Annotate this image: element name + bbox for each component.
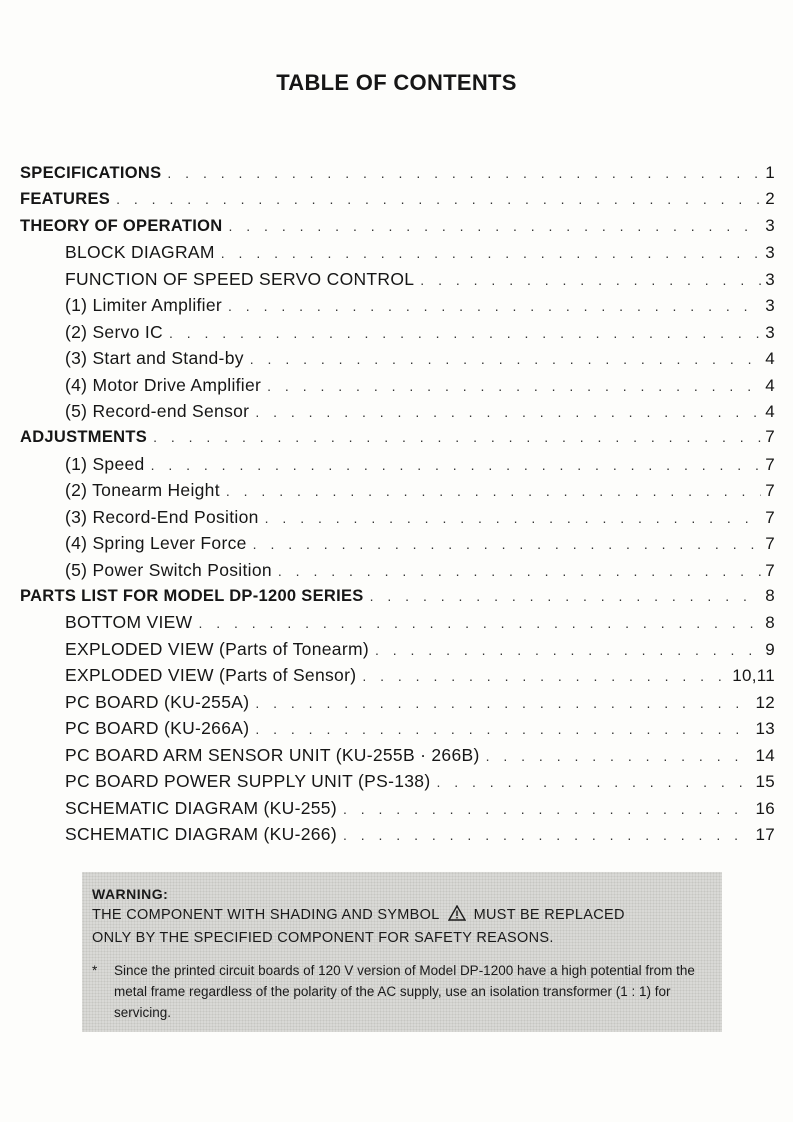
- toc-entry-page: 7: [765, 560, 775, 580]
- dot-leader: [265, 510, 762, 526]
- toc-entry[interactable]: [20, 348, 775, 374]
- note-text: Since the printed circuit boards of 120 V version of Model DP-1200 have a high potential from the metal frame regardless of the polarity of the AC supply, use an isolation transformer (1 : 1) for servicing.: [114, 963, 695, 1020]
- toc-entry-page: 4: [765, 401, 775, 421]
- toc-entry-label: EXPLODED VIEW (Parts of Tonearm): [65, 638, 369, 659]
- dot-leader: [420, 272, 761, 288]
- warning-line-1-end: MUST BE REPLACED: [473, 907, 625, 923]
- toc-entry-label: THEORY OF OPERATION: [20, 216, 223, 235]
- warning-triangle-icon: [448, 905, 466, 928]
- toc-entry-page: 3: [765, 322, 775, 342]
- table-of-contents: [20, 163, 775, 850]
- toc-entry[interactable]: [20, 507, 775, 533]
- toc-entry[interactable]: [20, 189, 775, 215]
- toc-entry-label: PC BOARD POWER SUPPLY UNIT (PS-138): [65, 771, 431, 792]
- dot-leader: [169, 325, 761, 341]
- toc-entry-page: 10,11: [732, 666, 775, 686]
- toc-entry[interactable]: [20, 639, 775, 665]
- toc-entry-label: ADJUSTMENTS: [20, 428, 148, 447]
- toc-entry-page: 7: [765, 454, 775, 474]
- dot-leader: [116, 191, 761, 207]
- toc-entry-page: 2: [765, 189, 775, 209]
- toc-entry[interactable]: [20, 454, 775, 480]
- dot-leader: [267, 378, 761, 394]
- toc-entry[interactable]: [20, 560, 775, 586]
- toc-entry-label: BLOCK DIAGRAM: [65, 242, 215, 263]
- dot-leader: [362, 668, 728, 684]
- toc-entry[interactable]: [20, 798, 775, 824]
- toc-entry-page: 3: [765, 243, 775, 263]
- dot-leader: [228, 298, 761, 314]
- toc-entry[interactable]: [20, 771, 775, 797]
- toc-entry-page: 3: [765, 269, 775, 289]
- dot-leader: [436, 774, 751, 790]
- toc-entry-label: SCHEMATIC DIAGRAM (KU-255): [65, 797, 337, 818]
- dot-leader: [253, 536, 762, 552]
- toc-entry-page: 9: [765, 639, 775, 659]
- toc-entry-page: 3: [765, 296, 775, 316]
- warning-line-2: ONLY BY THE SPECIFIED COMPONENT FOR SAFETY REASONS.: [92, 930, 554, 946]
- toc-entry-page: 14: [755, 745, 775, 765]
- dot-leader: [229, 218, 762, 234]
- toc-entry[interactable]: [20, 401, 775, 427]
- toc-entry-page: 17: [755, 824, 775, 844]
- dot-leader: [226, 483, 761, 499]
- dot-leader: [370, 588, 762, 604]
- toc-entry-label: (2) Tonearm Height: [65, 480, 220, 501]
- toc-entry-label: FEATURES: [20, 190, 111, 209]
- dot-leader: [375, 642, 761, 658]
- dot-leader: [153, 429, 761, 445]
- dot-leader: [343, 801, 752, 817]
- toc-entry-label: SPECIFICATIONS: [20, 164, 162, 182]
- toc-entry-page: 13: [755, 719, 775, 739]
- toc-entry-label: PC BOARD (KU-266A): [65, 718, 250, 739]
- dot-leader: [198, 615, 761, 631]
- toc-entry[interactable]: [20, 692, 775, 718]
- dot-leader: [343, 827, 752, 843]
- toc-entry[interactable]: [20, 665, 775, 691]
- warning-heading: WARNING:: [92, 886, 169, 902]
- toc-entry-page: 8: [765, 586, 775, 605]
- toc-entry-label: PC BOARD (KU-255A): [65, 691, 250, 712]
- toc-entry-page: 16: [755, 798, 775, 818]
- toc-entry-page: 1: [765, 163, 775, 182]
- toc-entry-label: PC BOARD ARM SENSOR UNIT (KU-255B · 266B): [65, 744, 480, 765]
- dot-leader: [167, 165, 761, 181]
- toc-entry-label: (5) Power Switch Position: [65, 559, 272, 580]
- toc-entry-page: 4: [765, 375, 775, 395]
- toc-entry-label: (3) Record-End Position: [65, 506, 259, 527]
- toc-entry-label: PARTS LIST FOR MODEL DP-1200 SERIES: [20, 587, 364, 605]
- toc-entry-page: 15: [755, 772, 775, 792]
- toc-entry-label: (1) Limiter Amplifier: [65, 295, 223, 316]
- dot-leader: [250, 351, 761, 367]
- toc-entry[interactable]: [20, 718, 775, 744]
- toc-entry-label: SCHEMATIC DIAGRAM (KU-266): [65, 823, 337, 844]
- page-title: TABLE OF CONTENTS: [276, 70, 517, 95]
- toc-entry-label: BOTTOM VIEW: [65, 612, 193, 633]
- toc-entry[interactable]: [20, 269, 775, 295]
- toc-entry[interactable]: [20, 295, 775, 321]
- toc-entry-label: (4) Spring Lever Force: [65, 533, 247, 554]
- dot-leader: [486, 748, 752, 764]
- warning-note: [92, 960, 708, 1023]
- dot-leader: [151, 457, 762, 473]
- warning-box: [82, 872, 722, 1032]
- warning-line-1-start: THE COMPONENT WITH SHADING AND SYMBOL: [92, 907, 440, 923]
- toc-entry[interactable]: [20, 163, 775, 189]
- toc-entry[interactable]: [20, 533, 775, 559]
- toc-entry-page: 4: [765, 349, 775, 369]
- toc-entry[interactable]: [20, 745, 775, 771]
- dot-leader: [278, 563, 761, 579]
- toc-entry-page: 7: [765, 534, 775, 554]
- warning-line-1: [92, 905, 708, 928]
- toc-entry-page: 8: [765, 613, 775, 633]
- toc-entry-label: EXPLODED VIEW (Parts of Sensor): [65, 665, 357, 686]
- toc-entry-page: 3: [765, 215, 775, 235]
- toc-entry[interactable]: [20, 322, 775, 348]
- toc-entry-label: (4) Motor Drive Amplifier: [65, 374, 262, 395]
- toc-entry-label: (1) Speed: [65, 453, 145, 474]
- dot-leader: [255, 404, 761, 420]
- toc-entry[interactable]: [20, 216, 775, 242]
- toc-entry[interactable]: [20, 480, 775, 506]
- toc-entry[interactable]: [20, 586, 775, 612]
- toc-entry-label: (2) Servo IC: [65, 321, 163, 342]
- toc-entry-page: 7: [765, 427, 775, 447]
- note-marker: *: [92, 963, 98, 978]
- toc-entry-label: (5) Record-end Sensor: [65, 400, 250, 421]
- dot-leader: [255, 721, 751, 737]
- toc-entry-page: 7: [765, 507, 775, 527]
- toc-entry[interactable]: [20, 242, 775, 268]
- dot-leader: [221, 245, 761, 261]
- toc-entry-page: 7: [765, 481, 775, 501]
- toc-entry-label: (3) Start and Stand-by: [65, 348, 244, 369]
- dot-leader: [255, 695, 751, 711]
- toc-entry-label: FUNCTION OF SPEED SERVO CONTROL: [65, 268, 415, 289]
- toc-entry[interactable]: [20, 375, 775, 401]
- toc-entry[interactable]: [20, 824, 775, 850]
- toc-entry[interactable]: [20, 427, 775, 453]
- toc-entry[interactable]: [20, 612, 775, 638]
- toc-entry-page: 12: [755, 692, 775, 712]
